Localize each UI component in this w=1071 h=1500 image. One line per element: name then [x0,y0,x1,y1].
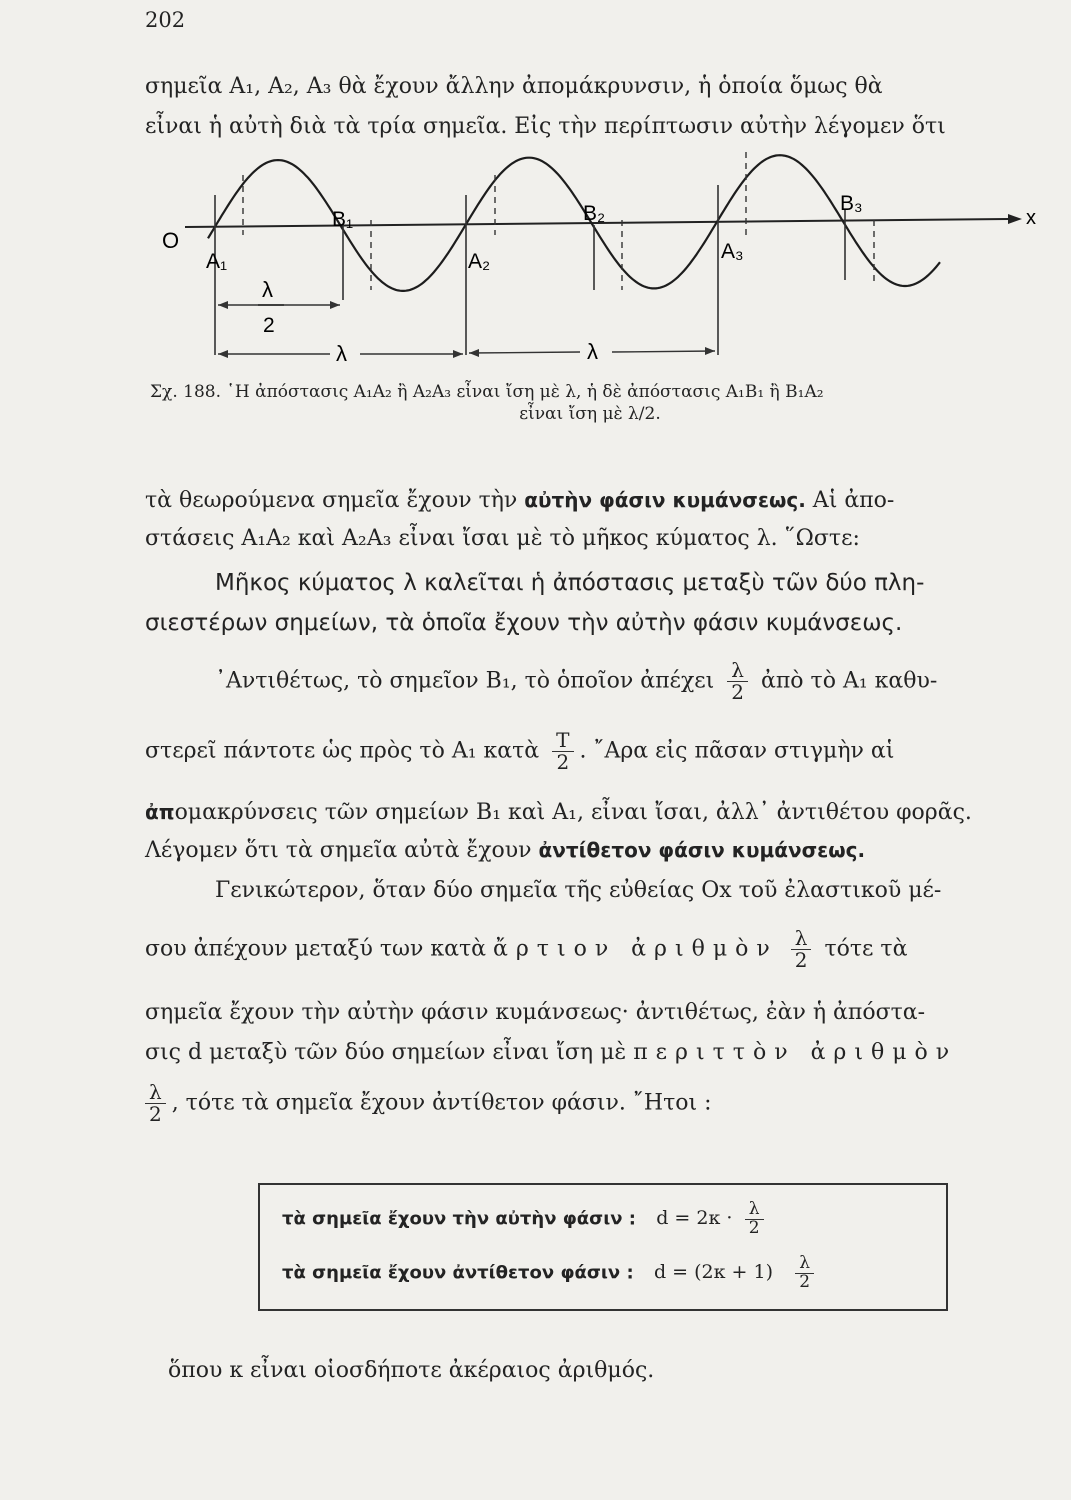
half-lambda-den: 2 [263,314,275,337]
axis-x-label: x [1026,207,1036,229]
frac-den: 2 [556,750,570,774]
para1-l1-bold: αὐτὴν φάσιν κυμάνσεως. [524,488,806,512]
frac-den: 2 [731,680,744,704]
para2-line-4 [145,838,1045,863]
para3-l2-pre: σου ἀπέχουν μεταξύ των κατὰ [145,936,493,962]
frac-den: 2 [748,1217,760,1238]
lambda2-label: λ [587,339,598,364]
lambda1-arrow-left [218,350,228,358]
x-axis-arrow [1008,214,1022,224]
fraction-t-half [552,730,573,773]
para2-l4-pre: Λέγομεν ὅτι τὰ σημεῖα αὐτὰ ἔχουν [145,838,539,863]
para2-l3: ομακρύνσεις τῶν σημείων B₁ καὶ A₁, εἶναι ἴσαι, ἀλλ᾽ ἀντιθέτου φορᾶς. [174,800,972,825]
frac-den: 2 [794,948,808,972]
caption-line-2: εἶναι ἴση μὲ λ/2. [519,404,661,424]
frac-num: λ [791,928,812,950]
box-row2-label: τὰ σημεῖα ἔχουν ἀντίθετον φάσιν : [282,1262,634,1284]
para1-line-1 [145,488,1045,513]
para3-line-5 [145,1082,1045,1125]
para3-line-4 [145,1040,1045,1065]
label-a2: A₂ [468,250,491,273]
box-row1-frac [745,1201,764,1238]
label-a3: A₃ [721,240,744,263]
para2-l1-post: ἀπὸ τὸ A₁ καθυ- [760,668,938,694]
label-a1: A₁ [206,250,228,273]
label-b1: B₁ [332,208,354,231]
half-lambda-num: λ [262,277,273,302]
frac-den: 2 [148,1102,162,1126]
frac-num: λ [745,1201,764,1220]
box-row2-frac [795,1255,814,1292]
origin-label: O [162,228,180,253]
para1-line-2: στάσεις A₁A₂ καὶ A₂A₃ εἶναι ἴσαι μὲ τὸ μῆκος κύματος λ. ῞Ωστε: [145,526,860,551]
frac-num: λ [795,1255,814,1274]
para3-l2-spaced: ἄρτιον ἀριθμὸν [492,936,778,962]
frac-den: 2 [799,1271,811,1292]
footer-line: ὅπου κ εἶναι οἱοσδήποτε ἀκέραιος ἀριθμός. [168,1358,655,1383]
box-row1-eq: d = 2κ · [656,1207,733,1230]
label-b2: B₂ [583,202,606,225]
lambda1-arrow-right [453,350,463,358]
fraction-lambda-half-3 [145,1082,166,1125]
caption-line-1: Σχ. 188. ῾Η ἀπόστασις A₁A₂ ἢ A₂A₃ εἶναι ἴση μὲ λ, ἡ δὲ ἀπόστασις A₁B₁ ἢ B₁A₂ [150,382,824,402]
para3-line-3: σημεῖα ἔχουν τὴν αὐτὴν φάσιν κυμάνσεως· ἀντιθέτως, ἐὰν ἡ ἀπόστα- [145,1000,926,1025]
intro-line-1: σημεῖα A₁, A₂, A₃ θὰ ἔχουν ἄλλην ἀπομάκρυνσιν, ἡ ὁποία ὅμως θὰ [145,74,883,99]
lambda2-arrow-left [469,349,479,357]
fraction-lambda-half-2 [791,928,812,971]
half-lambda-arrow-left [218,301,228,309]
lambda2-arrow-right [705,347,715,355]
para3-l2-post: τότε τὰ [824,936,908,962]
page-number: 202 [145,8,186,32]
wave-figure [150,140,1040,380]
box-row-opposite-phase [282,1255,820,1292]
definition-line-2: σιεστέρων σημείων, τὰ ὁποῖα ἔχουν τὴν αὐτὴν φάσιν κυμάνσεως. [145,610,903,636]
intro-line-2: εἶναι ἡ αὐτὴ διὰ τὰ τρία σημεῖα. Εἰς τὴν περίπτωσιν αὐτὴν λέγομεν ὅτι [145,114,946,139]
summary-box [258,1183,948,1311]
para2-line-2 [145,730,1045,773]
fraction-lambda-half-1 [727,660,748,703]
para2-line-3 [145,800,1045,825]
lambda2-line-right [612,351,715,352]
lambda2-line-left [469,352,580,353]
para2-l2-pre: στερεῖ πάντοτε ὡς πρὸς τὸ A₁ κατὰ [145,738,540,764]
para3-line-2 [145,928,1045,971]
frac-num: λ [727,660,748,682]
lambda1-label: λ [336,341,347,366]
para2-l2-post: . ῎Αρα εἰς πᾶσαν στιγμὴν αἱ [579,738,895,764]
para3-line-1: Γενικώτερον, ὅταν δύο σημεῖα τῆς εὐθείας Ox τοῦ ἐλαστικοῦ μέ- [215,878,942,903]
para2-l3-bold: ἀπ [145,800,175,824]
half-lambda-arrow-right [330,301,340,309]
para3-l4-spaced: περιττὸν ἀριθμὸν [633,1040,958,1065]
frac-num: λ [145,1082,166,1104]
frac-num: T [552,730,573,752]
definition-line-1: Μῆκος κύματος λ καλεῖται ἡ ἀπόστασις μεταξὺ τῶν δύο πλη- [215,570,925,596]
para2-line-1 [215,660,1071,703]
box-row2-eq: d = (2κ + 1) [653,1261,773,1284]
box-row-same-phase [282,1201,770,1238]
para2-l1-pre: ᾽Αντιθέτως, τὸ σημεῖον B₁, τὸ ὁποῖον ἀπέχει [215,668,715,694]
para1-l1-pre: τὰ θεωρούμενα σημεῖα ἔχουν τὴν [145,488,525,513]
box-row1-label: τὰ σημεῖα ἔχουν τὴν αὐτὴν φάσιν : [282,1208,636,1230]
para2-l4-bold: ἀντίθετον φάσιν κυμάνσεως. [538,838,866,862]
para1-l1-post: Αἱ ἀπο- [805,488,895,513]
label-b3: B₃ [840,192,863,215]
para3-l4-pre: σις d μεταξὺ τῶν δύο σημείων εἶναι ἴση μὲ [145,1040,634,1065]
para3-l5-post: , τότε τὰ σημεῖα ἔχουν ἀντίθετον φάσιν. ῎Ητοι : [171,1090,712,1116]
figure-caption [150,382,1030,424]
